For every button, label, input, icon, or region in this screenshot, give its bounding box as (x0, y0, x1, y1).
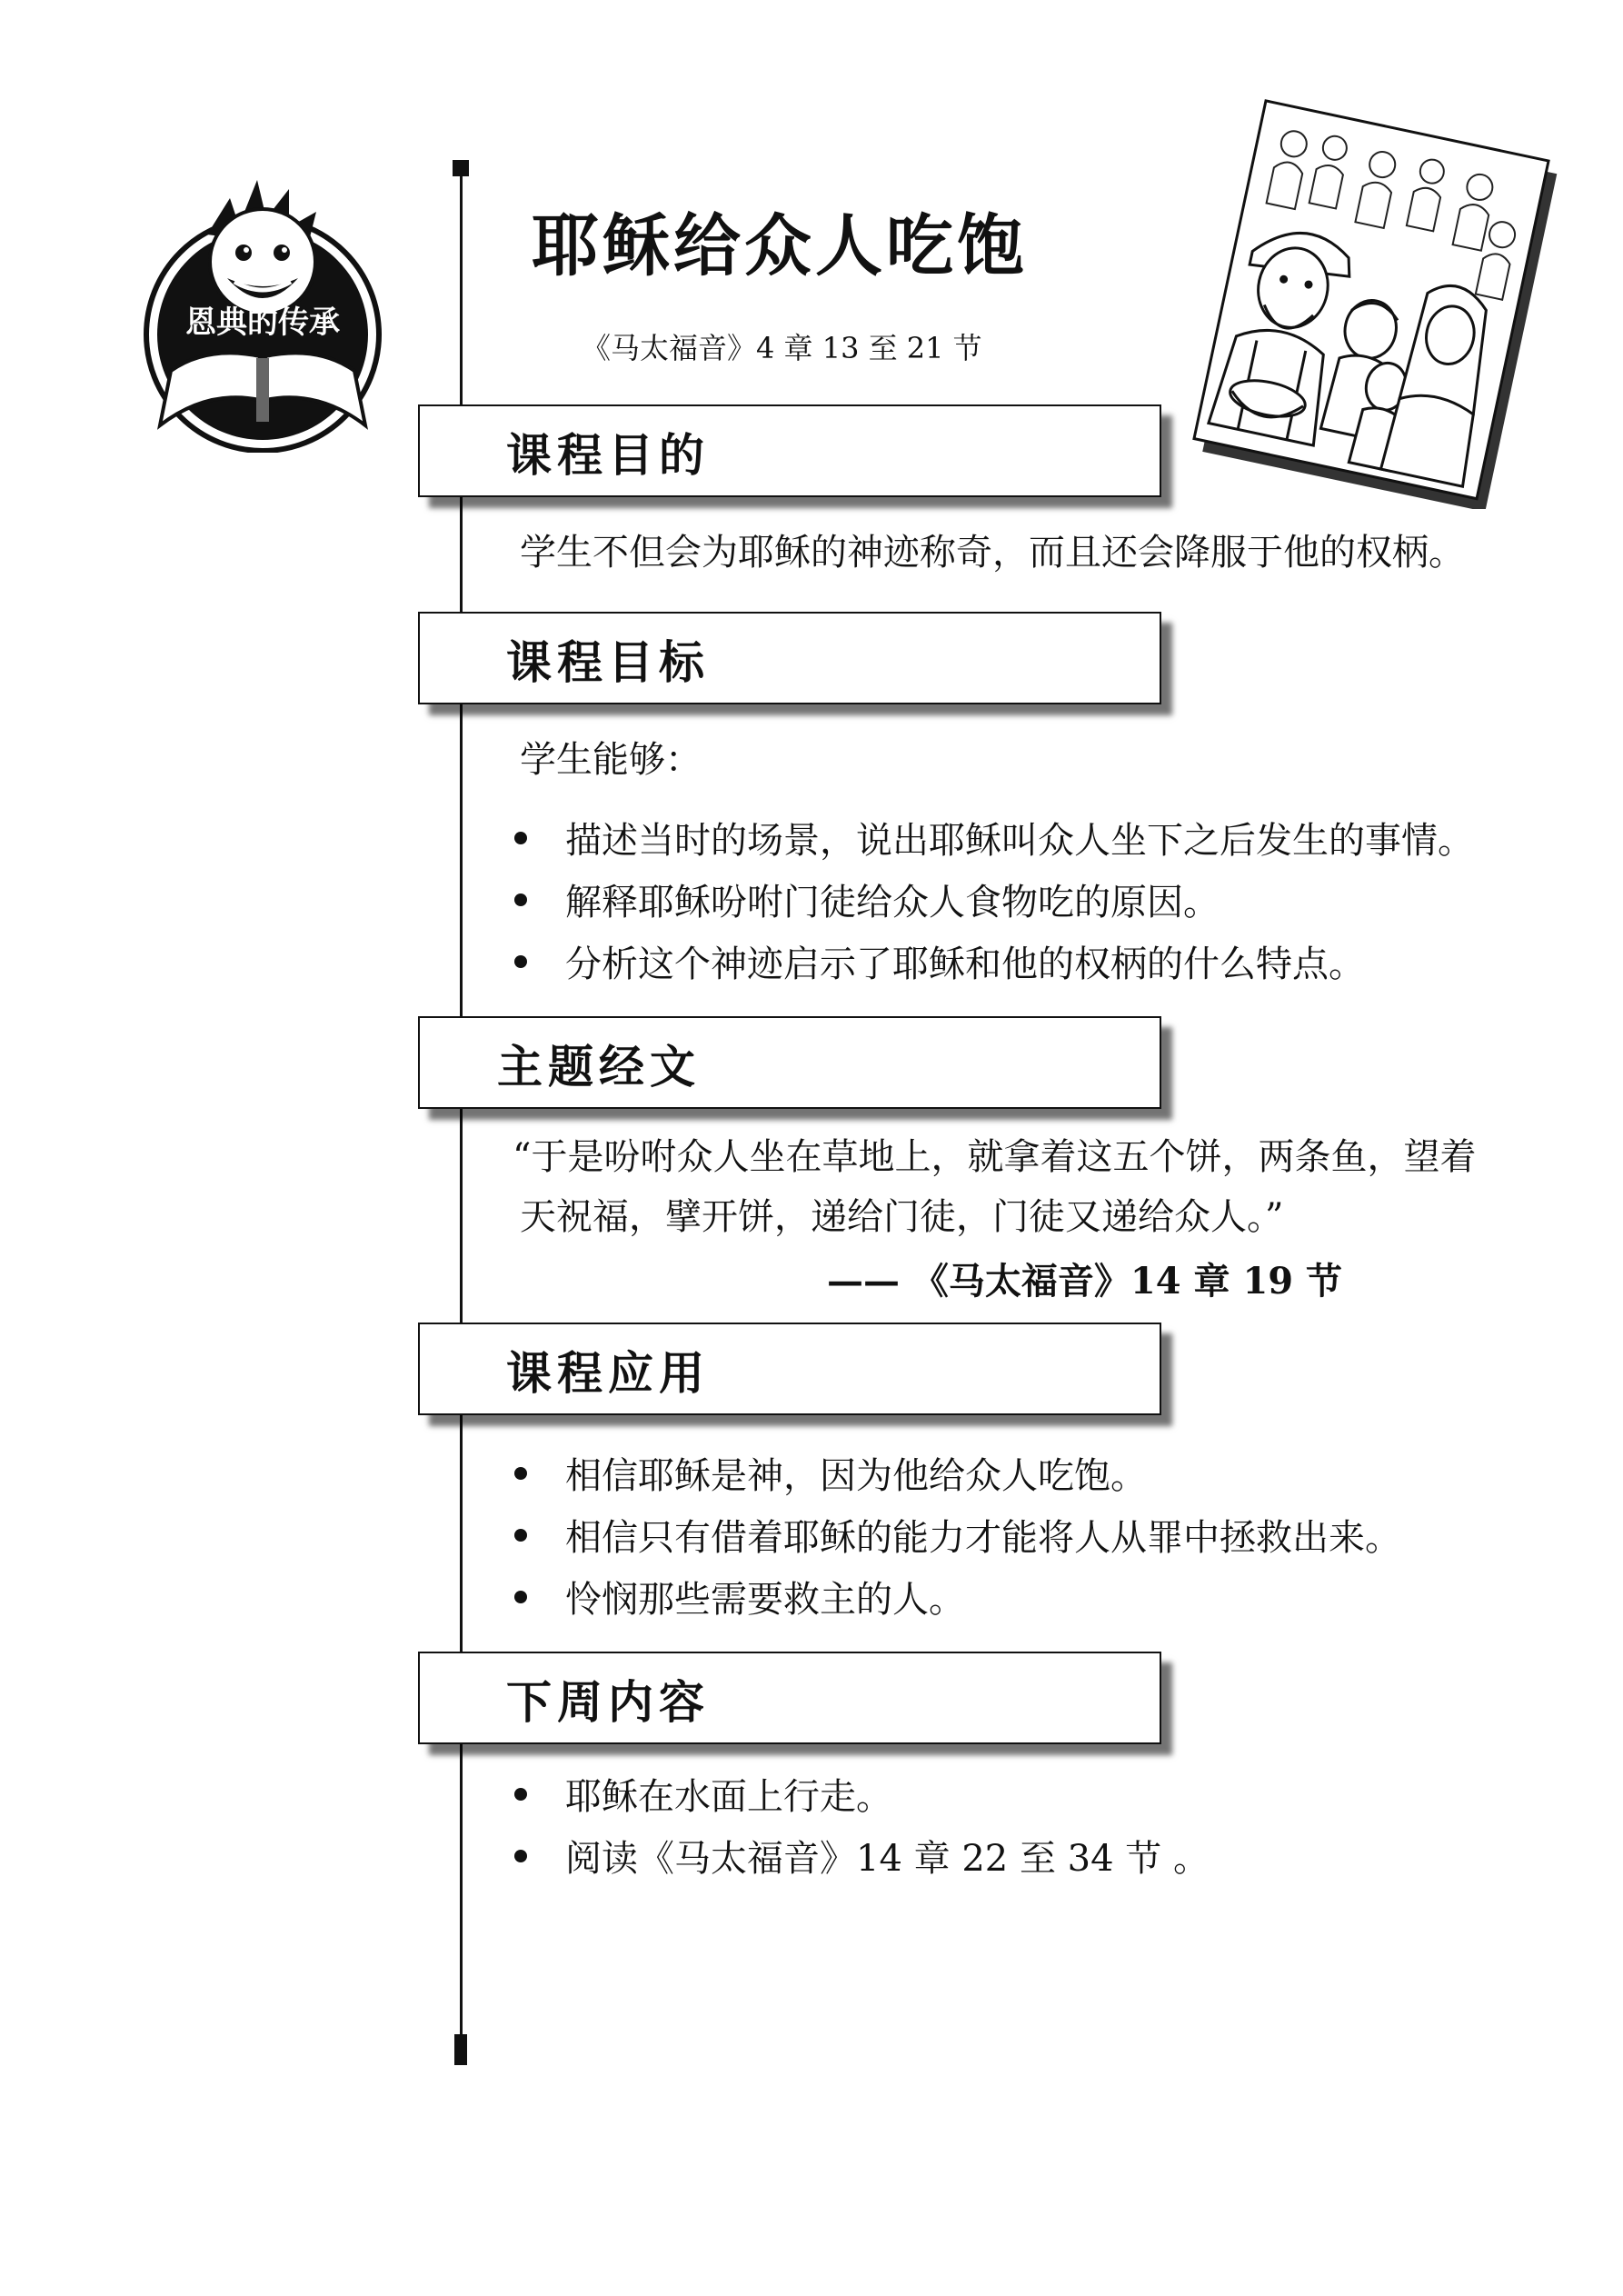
section-header-purpose (418, 404, 1161, 497)
timeline-cap-bottom (454, 2034, 467, 2065)
key-verse-line: “于是吩咐众人坐在草地上，就拿着这五个饼，两条鱼，望着 (513, 1136, 1477, 1178)
bible-scene-illustration (1181, 91, 1563, 509)
objectives-intro: 学生能够： (520, 739, 702, 781)
list-item: 解释耶稣吩咐门徒给众人食物吃的原因。 (509, 873, 1474, 935)
list-item: 相信只有借着耶稣的能力才能将人从罪中拯救出来。 (509, 1509, 1401, 1571)
scripture-reference: 《马太福音》4 章 13 至 21 节 (582, 331, 982, 365)
lesson-title: 耶稣给众人吃饱 (532, 207, 1028, 285)
objectives-list (509, 812, 1474, 997)
key-verse-text (513, 1127, 1574, 1247)
section-heading: 课程目的 (506, 428, 710, 482)
key-verse-line: 天祝福，擘开饼，递给门徒，门徒又递给众人。” (520, 1196, 1284, 1238)
section-header-key-verse (418, 1016, 1161, 1109)
section-header-application (418, 1323, 1161, 1415)
purpose-text: 学生不但会为耶稣的神迹称奇，而且还会降服于他的权柄。 (520, 532, 1465, 574)
list-item: 耶稣在水面上行走。 (509, 1768, 1210, 1830)
heritage-logo (144, 162, 382, 453)
section-heading: 课程目标 (506, 635, 710, 689)
section-heading: 主题经文 (497, 1040, 701, 1093)
timeline-cap-top (453, 160, 469, 176)
key-verse-citation: —— 《马太福音》14 章 19 节 (827, 1260, 1343, 1303)
section-header-objectives (418, 612, 1161, 704)
section-header-next-week (418, 1652, 1161, 1744)
application-list (509, 1447, 1401, 1632)
list-item: 怜悯那些需要救主的人。 (509, 1571, 1401, 1632)
list-item: 描述当时的场景，说出耶稣叫众人坐下之后发生的事情。 (509, 812, 1474, 873)
list-item: 阅读《马太福音》14 章 22 至 34 节 。 (509, 1830, 1210, 1892)
list-item: 相信耶稣是神，因为他给众人吃饱。 (509, 1447, 1401, 1509)
next-week-list (509, 1768, 1210, 1892)
section-heading: 课程应用 (506, 1346, 710, 1400)
logo-text: 恩典的传承 (185, 304, 340, 341)
section-heading: 下周内容 (506, 1675, 710, 1729)
list-item: 分析这个神迹启示了耶稣和他的权柄的什么特点。 (509, 935, 1474, 997)
